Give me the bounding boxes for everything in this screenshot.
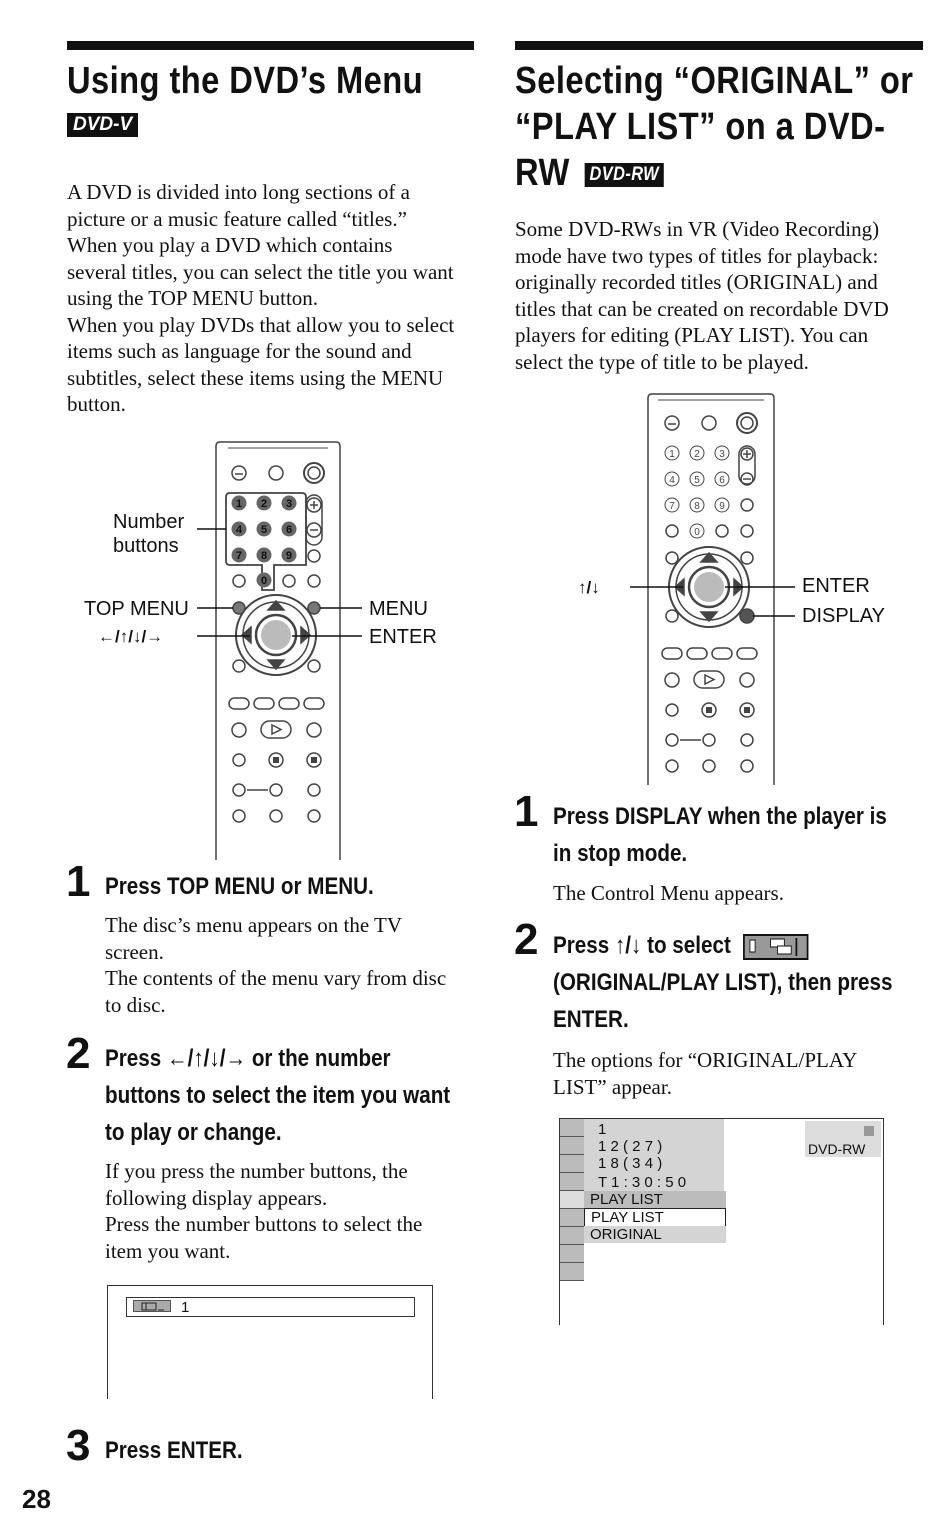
digit-1: 1 [235, 498, 243, 510]
callout-enter-right: ENTER [802, 575, 870, 597]
right-digit-7: 7 [669, 501, 675, 512]
option-play-list-current: PLAY LIST [584, 1191, 726, 1208]
left-step1-number: 1 [66, 857, 91, 906]
digit-6: 6 [285, 524, 293, 536]
left-step2-body: If you press the number buttons, the following display appears. Press the number buttons to select the item you want. [105, 1159, 423, 1263]
number-entry-display [107, 1285, 433, 1399]
right-digit-2: 2 [694, 449, 700, 460]
original-playlist-icon [743, 934, 808, 960]
control-menu-line-4: T 1 : 3 0 : 5 0 [598, 1174, 687, 1191]
control-menu-icon-column [560, 1119, 584, 1281]
digit-5: 5 [260, 524, 268, 536]
right-page-title: Selecting “ORIGINAL” or “PLAY LIST” on a DVD- RW DVD-RW [515, 60, 914, 194]
right-digit-6: 6 [719, 475, 725, 486]
control-menu-line-3: 1 8 ( 3 4 ) [598, 1155, 663, 1172]
right-digit-8: 8 [694, 501, 700, 512]
right-step1-number: 1 [514, 787, 539, 836]
digit-3: 3 [285, 498, 293, 510]
left-title-rule [67, 41, 474, 50]
right-step2-number: 2 [514, 915, 539, 964]
title-number-icon [133, 1300, 171, 1312]
left-step2-number: 2 [66, 1029, 91, 1078]
right-title-rule [515, 41, 923, 50]
right-step2-title: Press ↑/↓ to select (ORIGINAL/PLAY LIST), then press ENTER. [553, 932, 893, 1033]
left-step3-title: Press ENTER. [105, 1437, 243, 1464]
page-number: 28 [22, 1484, 51, 1514]
right-step1-body: The Control Menu appears. [553, 881, 784, 905]
number-entry-value: 1 [181, 1299, 190, 1316]
remote-control-illustration [80, 440, 480, 860]
digit-8: 8 [260, 550, 268, 562]
right-step1-title: Press DISPLAY when the player is in stop mode. [553, 803, 887, 867]
callout-top-menu: TOP MENU [84, 598, 189, 620]
left-step1-title: Press TOP MENU or MENU. [105, 873, 374, 900]
digit-9: 9 [285, 550, 293, 562]
control-menu-display [559, 1118, 884, 1325]
callout-enter: ENTER [369, 626, 437, 648]
callout-up-down: ↑/↓ [578, 578, 600, 597]
digit-7: 7 [235, 550, 243, 562]
callout-display: DISPLAY [802, 605, 885, 627]
disc-type-label: DVD-RW [808, 1141, 866, 1157]
left-step2-title: Press ←/↑/↓/→ or the number buttons to select the item you want to play or change. [105, 1045, 451, 1146]
digit-4: 4 [235, 524, 243, 536]
right-digit-4: 4 [669, 475, 675, 486]
left-step1-body: The disc’s menu appears on the TV screen. The contents of the menu vary from disc to disc. [105, 913, 447, 1017]
stop-indicator-icon [864, 1126, 874, 1136]
control-menu-line-2: 1 2 ( 2 7 ) [598, 1138, 663, 1155]
callout-menu: MENU [369, 598, 428, 620]
right-digit-3: 3 [719, 449, 725, 460]
dvd-v-badge: DVD-V [67, 113, 138, 137]
option-original[interactable]: ORIGINAL [584, 1226, 726, 1243]
left-page-title: Using the DVD’s Menu [67, 60, 424, 102]
right-digit-1: 1 [669, 449, 675, 460]
right-intro: Some DVD-RWs in VR (Video Recording) mode have two types of titles for playback: originally recorded titles (ORIGINAL) and titles that can be created on recordable DVD players for editing (PLAY LIST). You can select the type of title to be played. [515, 217, 889, 374]
right-digit-5: 5 [694, 475, 700, 486]
right-step2-body: The options for “ORIGINAL/PLAY LIST” appear. [553, 1048, 858, 1099]
callout-number-buttons: Number buttons [113, 511, 185, 557]
left-intro: A DVD is divided into long sections of a picture or a music feature called “titles.” When you play a DVD which contains several titles, you can select the title you want using the TOP MENU button. When you play DVDs that allow you to select items such as language for the sound and subtitles, select these items using the MENU button. [67, 180, 455, 416]
right-digit-0: 0 [694, 527, 700, 538]
digit-2: 2 [260, 498, 268, 510]
option-play-list-selected[interactable]: PLAY LIST [584, 1208, 726, 1227]
right-digit-9: 9 [719, 501, 725, 512]
digit-0: 0 [260, 575, 268, 587]
left-step3-number: 3 [66, 1421, 91, 1470]
callout-arrows: ←/↑/↓/→ [98, 627, 164, 646]
dvd-rw-badge: DVD-RW [584, 163, 664, 187]
control-menu-line-1: 1 [598, 1121, 607, 1138]
